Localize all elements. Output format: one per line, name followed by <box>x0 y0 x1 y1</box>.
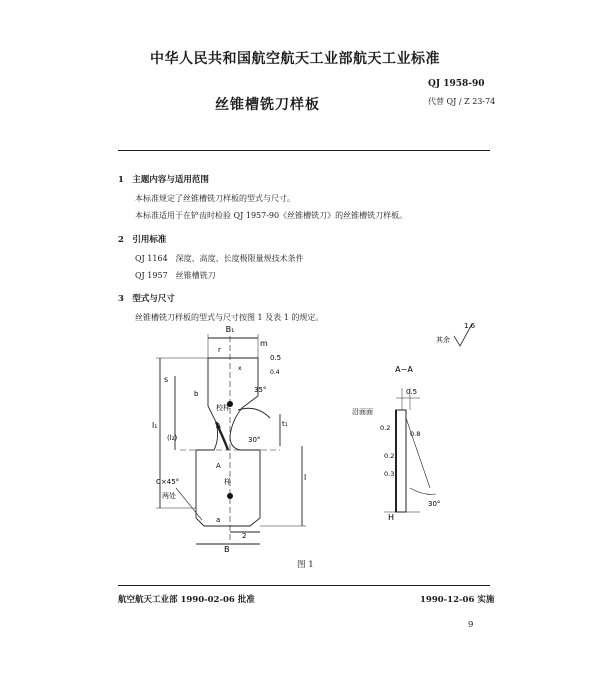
dim-s: s <box>164 375 169 384</box>
effective-date: 1990-12-06 实施 <box>420 595 495 605</box>
section-mark-a-lower: A <box>216 462 221 470</box>
dim-b1: B₁ <box>225 325 235 334</box>
dim-b: b <box>194 390 199 398</box>
dim-big-b: B <box>224 545 230 553</box>
approval-date: 航空航天工业部 1990-02-06 批准 <box>118 595 255 605</box>
dim-r: r <box>218 346 221 354</box>
dim-0-2a: 0.2 <box>380 424 391 432</box>
angle-35: 35° <box>254 386 267 394</box>
figure-caption: 图 1 <box>297 560 314 570</box>
angle-30-b: 30° <box>428 500 441 508</box>
dim-l1: l₁ <box>152 421 158 430</box>
dim-l: l <box>304 473 307 482</box>
dim-0-2b: 0.2 <box>384 452 395 460</box>
dim-0-5b: 0.5 <box>406 388 418 396</box>
dim-x: x <box>238 365 242 372</box>
dim-0-3: 0.3 <box>384 470 395 478</box>
document-title: 丝锥槽铣刀样板 <box>215 97 320 113</box>
standard-number: QJ 1958-90 <box>428 79 485 89</box>
section-1-para-1: 本标准规定了丝锥槽铣刀样板的型式与尺寸。 <box>135 194 295 203</box>
label-rest: 其余 <box>436 336 450 344</box>
dim-h: H <box>388 513 395 522</box>
angle-30: 30° <box>248 436 261 444</box>
section-2-ref-2: QJ 1957 丝锥槽铣刀 <box>135 271 216 280</box>
section-mark-a-upper: A <box>216 422 221 430</box>
dim-c45: C×45° <box>156 478 180 486</box>
label-cut-face: 沿面面 <box>352 408 373 416</box>
label-jiaoqie: 校样 <box>216 404 230 412</box>
dim-a: a <box>216 516 221 524</box>
section-2-ref-1: QJ 1164 深度、高度、长度极限量规技术条件 <box>135 254 304 263</box>
section-2-heading: 2 引用标准 <box>118 235 167 245</box>
section-1-para-2: 本标准适用于在铲齿时检验 QJ 1957-90《丝锥槽铣刀》的丝锥槽铣刀样板。 <box>135 211 408 220</box>
roughness-value: 1.6 <box>464 322 476 330</box>
dim-b-half: 2 <box>242 532 247 540</box>
label-liangchu: 两处 <box>162 492 176 500</box>
footer-rule <box>118 585 490 586</box>
label-yang: 样 <box>224 478 231 486</box>
dim-m: m <box>260 339 268 348</box>
dim-0-5a: 0.5 <box>270 354 282 362</box>
dim-t1: t₁ <box>282 420 288 428</box>
replaces-note: 代替 QJ / Z 23-74 <box>428 97 496 106</box>
header-rule <box>118 150 490 151</box>
page-number: 9 <box>468 620 474 630</box>
issuing-organization: 中华人民共和国航空航天工业部航天工业标准 <box>150 51 440 67</box>
section-3-heading: 3 型式与尺寸 <box>118 294 175 304</box>
section-a-a-title: A−A <box>395 365 413 374</box>
section-1-heading: 1 主题内容与适用范围 <box>118 175 209 185</box>
dim-0-8: 0.8 <box>410 430 421 438</box>
figure-1-drawing <box>120 318 490 553</box>
section-3-para-1: 丝锥槽铣刀样板的型式与尺寸按图 1 及表 1 的规定。 <box>135 313 324 322</box>
dim-0-4: 0.4 <box>270 369 280 376</box>
dim-l2: (l₂) <box>167 434 178 442</box>
